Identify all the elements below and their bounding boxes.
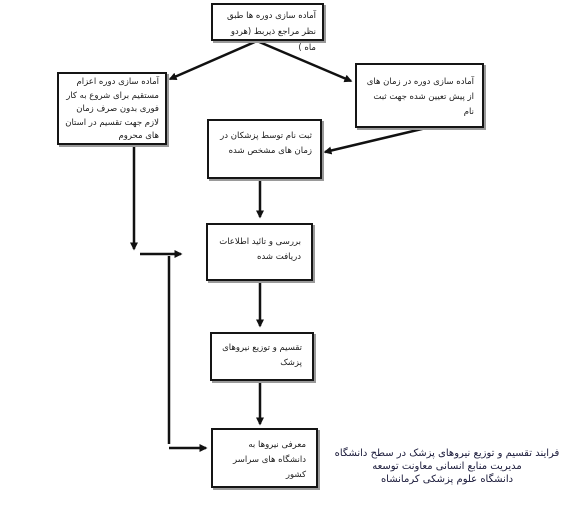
arrow-top-to-left xyxy=(170,41,257,79)
box-prepare-courses: آماده سازی دوره ها طبق نظر مراجع ذیربط (هردو ماه ) xyxy=(211,3,324,41)
caption-line-3: دانشگاه علوم پزشکی کرمانشاه xyxy=(380,474,514,485)
box-review-confirm: بررسی و تائید اطلاعات دریافت شده xyxy=(206,223,313,281)
box-introduce-universities: معرفی نیروها به دانشگاه های سراسر کشور xyxy=(211,428,318,488)
caption-line-2: مدیریت منابع انسانی معاونت توسعه xyxy=(372,461,522,472)
diagram-caption xyxy=(325,447,569,486)
box-distribute-physicians: تقسیم و توزیع نیروهای پزشک xyxy=(210,332,314,381)
caption-line-1: فرایند تقسیم و توزیع نیروهای پزشک در سطح دانشگاه xyxy=(334,448,560,459)
arrow-right-to-register xyxy=(325,128,426,152)
box-scheduled-registration: آماده سازی دوره در زمان های از پیش تعیین شده جهت ثبت نام xyxy=(355,63,484,128)
box-direct-dispatch: آماده سازی دوره اعزام مستقیم برای شروع به کار فوری بدون صرف زمان لازم جهت تقسیم در استان های محروم xyxy=(57,72,167,145)
box-physician-registration: ثبت نام توسط پزشکان در زمان های مشخص شده xyxy=(207,119,322,179)
